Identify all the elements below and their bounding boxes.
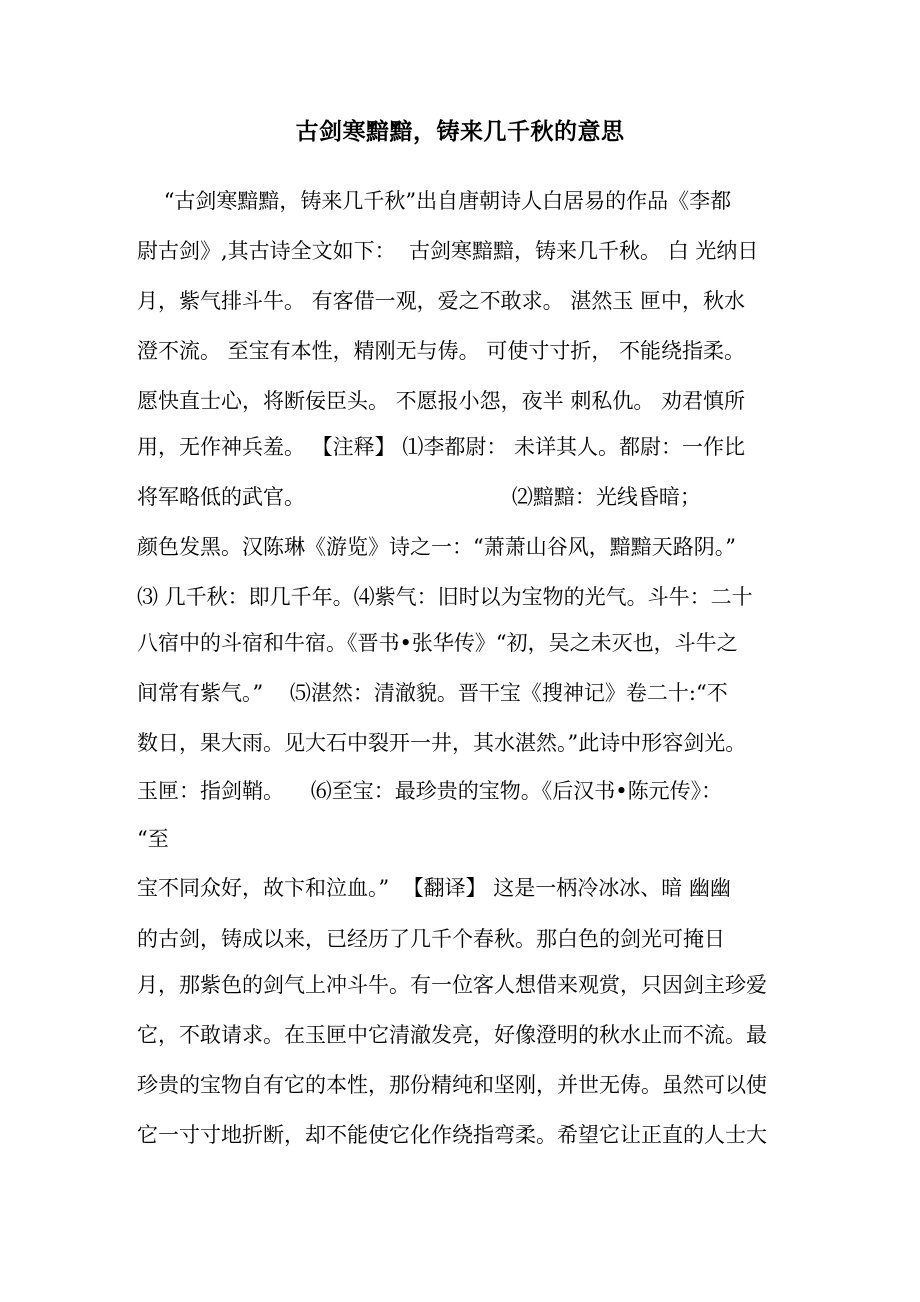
body-line: 宝不同众好，故卞和泣血。” 【翻译】 这是一柄冷冰冰、暗 幽幽 bbox=[137, 876, 731, 900]
body-line: 月，紫气排斗牛。 有客借一观，爱之不敢求。 湛然玉 匣中，秋水 bbox=[137, 289, 746, 313]
body-line: 澄不流。 至宝有本性，精刚无与俦。 可使寸寸折， 不能绕指柔。 bbox=[137, 339, 746, 363]
body-line: 月，那紫色的剑气上冲斗牛。有一位客人想借来观赏，只因剑主珍爱 bbox=[137, 973, 767, 997]
body-line: 的古剑，铸成以来，已经历了几千个春秋。那白色的剑光可掩日 bbox=[137, 927, 725, 951]
body-line: 将军略低的武官。 ⑵黯黯：光线昏暗； bbox=[137, 485, 701, 509]
body-line: ⑶ 几千秋：即几千年。⑷紫气：旧时以为宝物的光气。斗牛：二十 bbox=[137, 585, 753, 609]
body-line: 数日，果大雨。见大石中裂开一井，其水湛然。”此诗中形容剑光。 bbox=[137, 731, 747, 755]
body-line: 玉匣：指剑鞘。 ⑹至宝：最珍贵的宝物。《后汉书•陈元传》： bbox=[137, 779, 723, 803]
body-line: 它一寸寸地折断，却不能使它化作绕指弯柔。希望它让正直的人士大 bbox=[137, 1123, 767, 1147]
body-line: “至 bbox=[137, 827, 169, 851]
body-line: 它，不敢请求。在玉匣中它清澈发亮，好像澄明的秋水止而不流。最 bbox=[137, 1023, 767, 1047]
body-line: “古剑寒黯黯，铸来几千秋”出自唐朝诗人白居易的作品《李都 bbox=[137, 189, 732, 213]
body-line: 尉古剑》,其古诗全文如下： 古剑寒黯黯，铸来几千秋。 白 光纳日 bbox=[137, 239, 759, 263]
body-line: 珍贵的宝物自有它的本性，那份精纯和坚刚，并世无俦。虽然可以使 bbox=[137, 1073, 767, 1097]
body-line: 间常有紫气。” ⑸湛然：清澈貌。晋干宝《搜神记》卷二十:“不 bbox=[137, 681, 728, 705]
body-line: 用，无作神兵羞。 【注释】 ⑴李都尉： 未详其人。都尉：一作比 bbox=[137, 435, 746, 459]
body-line: 颜色发黑。汉陈琳《游览》诗之一：“萧萧山谷风，黯黯天路阴。” bbox=[137, 535, 736, 559]
body-line: 愿快直士心，将断佞臣头。 不愿报小怨，夜半 刺私仇。 劝君慎所 bbox=[137, 389, 746, 413]
body-line: 八宿中的斗宿和牛宿。《晋书•张华传》“初，吴之未灭也，斗牛之 bbox=[137, 631, 738, 655]
document-title: 古剑寒黯黯，铸来几千秋的意思 bbox=[295, 119, 625, 145]
